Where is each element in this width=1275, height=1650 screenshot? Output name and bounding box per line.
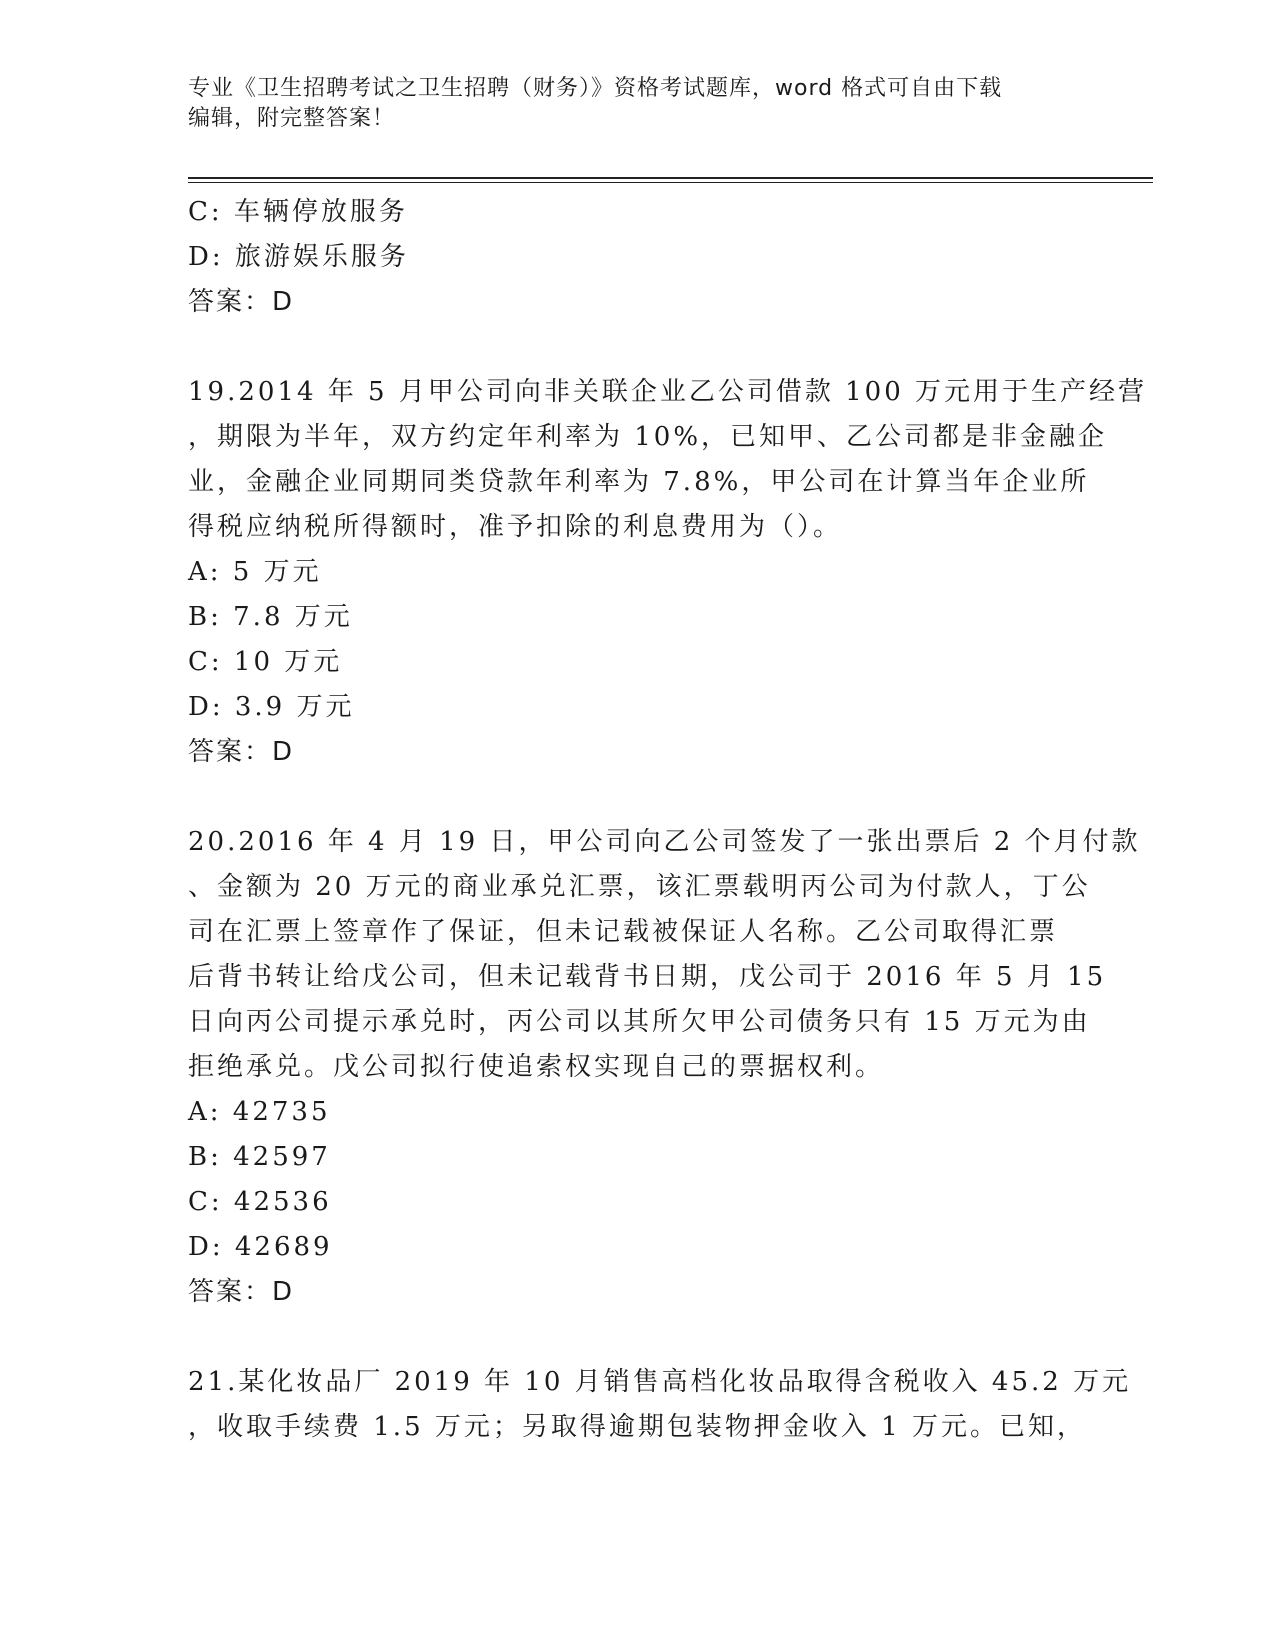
answer-line: 答案：D [188,1277,295,1307]
previous-question-tail [188,190,1088,325]
question-19 [188,370,1148,775]
question-text-line: 20.2016 年 4 月 19 日，甲公司向乙公司签发了一张出票后 2 个月付款 [188,827,1141,857]
question-text-line: 日向丙公司提示承兑时，丙公司以其所欠甲公司债务只有 15 万元为由 [188,1007,1091,1037]
option-d: D: 3.9 万元 [188,692,355,722]
question-20 [188,820,1141,1315]
question-text-line: 拒绝承兑。戊公司拟行使追索权实现自己的票据权利。 [188,1052,885,1082]
header-title-line-2: 编辑，附完整答案！ [188,106,396,131]
question-text-line: 、金额为 20 万元的商业承兑汇票，该汇票载明丙公司为付款人，丁公 [188,872,1091,902]
question-text-line: 业，金融企业同期同类贷款年利率为 7.8%，甲公司在计算当年企业所 [188,467,1090,497]
option-c: C: 42536 [188,1187,332,1217]
page-header [188,74,1088,134]
question-text-line: 司在汇票上签章作了保证，但未记载被保证人名称。乙公司取得汇票 [188,917,1059,947]
option-a: A: 5 万元 [188,557,322,587]
option-b: B: 42597 [188,1142,331,1172]
header-divider [188,177,1153,179]
question-text-line: 19.2014 年 5 月甲公司向非关联企业乙公司借款 100 万元用于生产经营 [188,377,1148,407]
option-d: D: 旅游娱乐服务 [188,242,409,272]
option-b: B: 7.8 万元 [188,602,353,632]
option-d: D: 42689 [188,1232,333,1262]
option-c: C: 车辆停放服务 [188,197,408,227]
question-text-line: 21.某化妆品厂 2019 年 10 月销售高档化妆品取得含税收入 45.2 万元 [188,1367,1132,1397]
header-divider-thin [188,182,1153,183]
option-c: C: 10 万元 [188,647,343,677]
question-text-line: ，收取手续费 1.5 万元；另取得逾期包装物押金收入 1 万元。已知， [188,1412,1086,1442]
option-a: A: 42735 [188,1097,331,1127]
answer-line: 答案：D [188,737,295,767]
question-text-line: 得税应纳税所得额时，准予扣除的利息费用为（）。 [188,512,843,542]
question-text-line: 后背书转让给戊公司，但未记载背书日期，戊公司于 2016 年 5 月 15 [188,962,1107,992]
header-title-line-1: 专业《卫生招聘考试之卫生招聘（财务）》资格考试题库，word 格式可自由下载 [188,76,1003,101]
question-21 [188,1360,1132,1450]
answer-line: 答案：D [188,287,295,317]
question-text-line: ，期限为半年，双方约定年利率为 10%，已知甲、乙公司都是非金融企 [188,422,1108,452]
question-content [188,190,1148,1450]
